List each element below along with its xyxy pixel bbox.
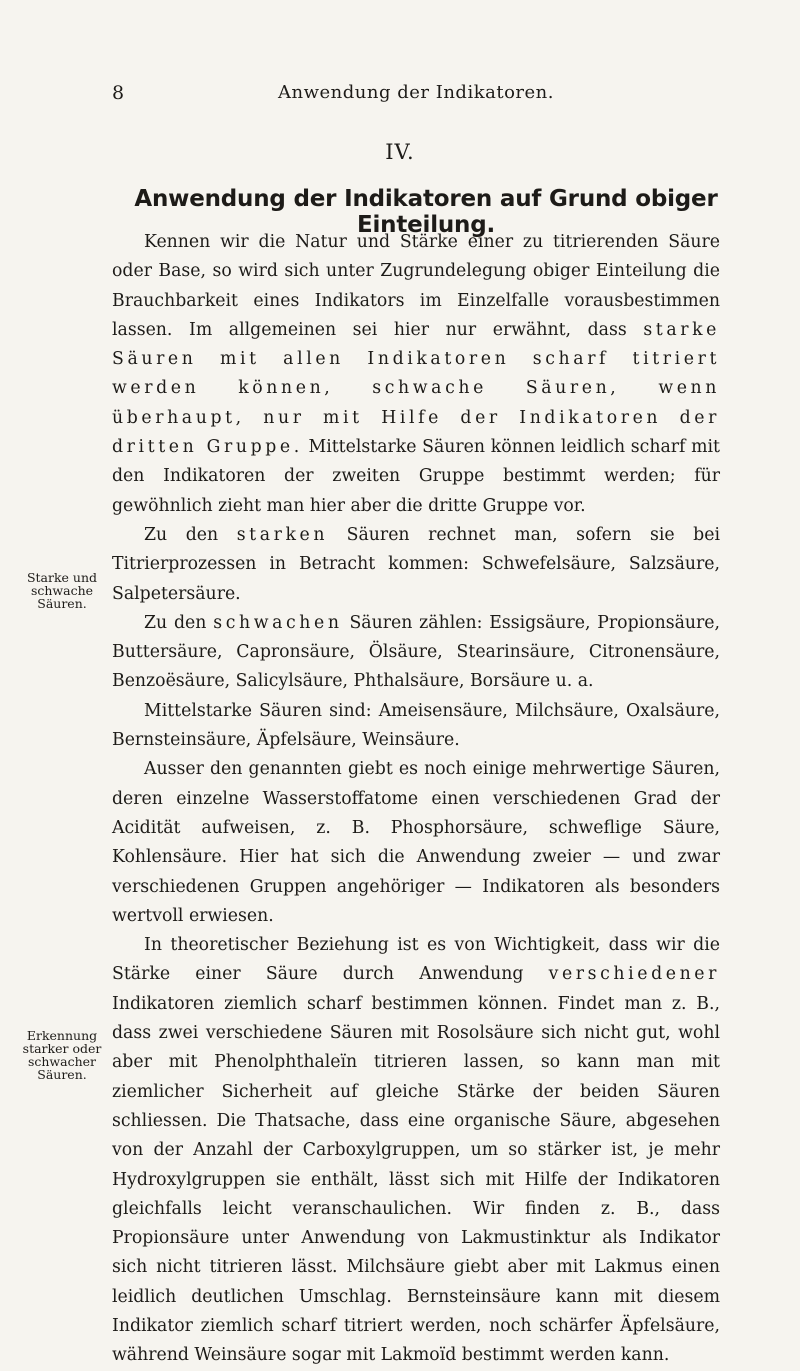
emphasized-text: starke Säuren mit allen Indikatoren scharf titriert werden können, schwache Säuren, wenn überhaupt, nur mit Hilfe der Indikatoren der dritten Gruppe. bbox=[112, 319, 720, 458]
text-run: Zu den bbox=[144, 524, 219, 545]
paragraph bbox=[112, 521, 720, 609]
paragraph: Mittelstarke Säuren sind: Ameisensäure, Milchsäure, Oxalsäure, Bernsteinsäure, Äpfelsäure, Weinsäure. bbox=[112, 700, 720, 751]
text-run: Indikatoren ziemlich scharf bestimmen können. Findet man z. B., dass zwei verschiedene Säuren mit Rosolsäure sich nicht gut, wohl aber mit Phenolphthaleïn titrieren lassen, so kann man mit ziemlicher Sicherheit auf gleiche Stärke der beiden Säuren schliessen. Die Thatsache, dass eine organische Säure, abgesehen von der Anzahl der Carboxylgruppen, um so stärker ist, je mehr Hydroxylgruppen sie enthält, lässt sich mit Hilfe der Indikatoren gleichfalls leicht veranschaulichen. Wir finden z. B., dass Propionsäure unter Anwendung von Lakmustinktur als Indikator sich nicht titrieren lässt. Milchsäure giebt aber mit Lakmus einen leidlich deutlichen Umschlag. Bernsteinsäure kann mit diesem Indikator ziemlich scharf titriert werden, noch schärfer Äpfelsäure, während Weinsäure sogar mit Lakmoïd bestimmt werden kann. bbox=[112, 993, 720, 1366]
margin-note-detecting-acid-strength: Erkennung starker oder schwacher Säuren. bbox=[22, 1028, 102, 1082]
emphasized-text: starken bbox=[236, 524, 329, 545]
margin-note-strong-weak-acids: Starke und schwache Säuren. bbox=[26, 570, 98, 611]
running-head bbox=[112, 82, 720, 106]
chapter-title: Anwendung der Indikatoren auf Grund obiger Einteilung. bbox=[134, 186, 718, 238]
paragraph bbox=[112, 931, 720, 1370]
page-number: 8 bbox=[112, 82, 125, 104]
section-number: IV. bbox=[385, 140, 415, 164]
paragraph bbox=[112, 228, 720, 521]
text-run: Kennen wir die Natur und Stärke einer zu titrierenden Säure oder Base, so wird sich unter Zugrundelegung obiger Einteilung die Brauchbarkeit eines Indikators im Einzelfalle vorausbestimmen lassen. Im allgemeinen sei hier nur erwähnt, dass bbox=[112, 232, 720, 340]
paragraph bbox=[112, 609, 720, 697]
text-run: Säuren zählen: Essigsäure, Propionsäure, Buttersäure, Capronsäure, Ölsäure, Stearinsäure, Citronensäure, Benzoësäure, Salicylsäure, Phthalsäure, Borsäure u. a. bbox=[112, 612, 720, 692]
text-run: Zu den bbox=[144, 612, 207, 633]
text-run: Säuren rechnet man, sofern sie bei Titrierprozessen in Betracht kommen: Schwefelsäure, Salzsäure, Salpetersäure. bbox=[112, 524, 720, 604]
text-run: In theoretischer Beziehung ist es von Wichtigkeit, dass wir die Stärke einer Säure durch Anwendung bbox=[112, 935, 720, 985]
emphasized-text: verschiedener bbox=[548, 964, 720, 985]
text-run: Mittelstarke Säuren können leidlich scharf mit den Indikatoren der zweiten Gruppe bestimmt werden; für gewöhnlich zieht man hier aber die dritte Gruppe vor. bbox=[112, 437, 720, 516]
running-title: Anwendung der Indikatoren. bbox=[278, 82, 554, 103]
paragraph: Ausser den genannten giebt es noch einige mehrwertige Säuren, deren einzelne Wasserstoffatome einen verschiedenen Grad der Acidität aufweisen, z. B. Phosphorsäure, schweflige Säure, Kohlensäure. Hier hat sich die Anwendung zweier — und zwar verschiedenen Gruppen angehöriger — Indikatoren als besonders wertvoll erwiesen. bbox=[112, 759, 720, 926]
emphasized-text: schwachen bbox=[213, 612, 343, 633]
body-text bbox=[112, 228, 720, 1371]
